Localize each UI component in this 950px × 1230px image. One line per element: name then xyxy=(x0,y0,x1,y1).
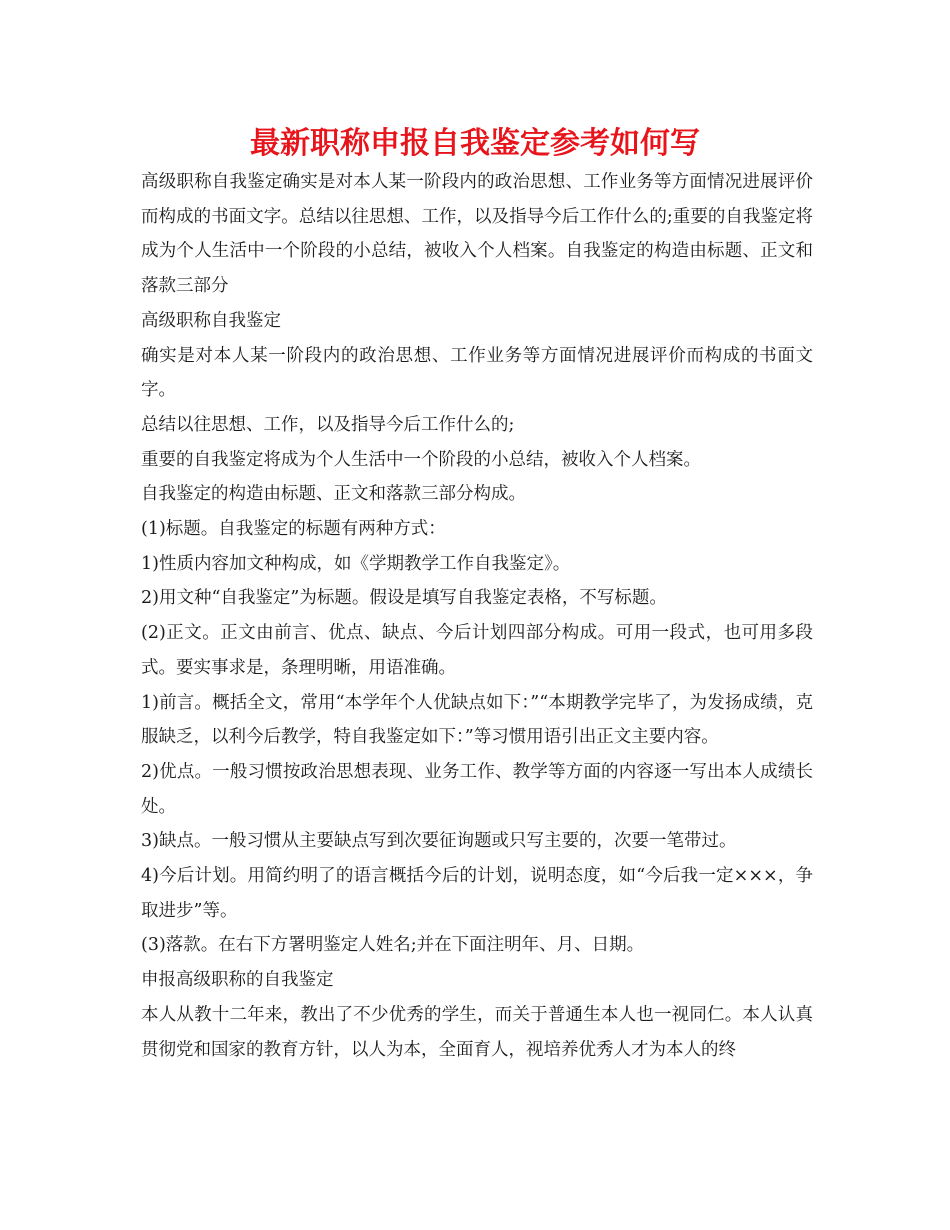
paragraph-teaching-experience: 本人从教十二年来，教出了不少优秀的学生，而关于普通生本人也一视同仁。本人认真贯彻党和国家的教育方针，以人为本，全面育人，视培养优秀人才为本人的终 xyxy=(141,1004,813,1060)
paragraph-preface: 1)前言。概括全文，常用“本学年个人优缺点如下：”“本期教学完毕了，为发扬成绩，克服缺乏，以利今后教学，特自我鉴定如下：”等习惯用语引出正文主要内容。 xyxy=(141,692,813,748)
paragraph-definition: 确实是对本人某一阶段内的政治思想、工作业务等方面情况进展评价而构成的书面文字。 xyxy=(141,345,813,401)
document-title: 最新职称申报自我鉴定参考如何写 xyxy=(250,126,700,161)
paragraph-heading-application: 申报高级职称的自我鉴定 xyxy=(141,970,334,991)
paragraph-structure: 自我鉴定的构造由标题、正文和落款三部分构成。 xyxy=(141,484,526,505)
paragraph-weaknesses: 3)缺点。一般习惯从主要缺点写到次要征询题或只写主要的，次要一笔带过。 xyxy=(141,831,737,852)
paragraph-body-section: (2)正文。正文由前言、优点、缺点、今后计划四部分构成。可用一段式，也可用多段式。要实事求是，条理明晰，用语准确。 xyxy=(141,623,813,678)
document-body xyxy=(141,165,813,1067)
paragraph-title-item-2: 2)用文种“自我鉴定”为标题。假设是填写自我鉴定表格，不写标题。 xyxy=(141,588,667,609)
paragraph-title-item-1: 1)性质内容加文种构成，如《学期教学工作自我鉴定》。 xyxy=(141,553,571,574)
paragraph-intro: 高级职称自我鉴定确实是对本人某一阶段内的政治思想、工作业务等方面情况进展评价而构成的书面文字。总结以往思想、工作，以及指导今后工作什么的;重要的自我鉴定将成为个人生活中一个阶段的小总结，被收入个人档案。自我鉴定的构造由标题、正文和落款三部分 xyxy=(141,172,813,297)
paragraph-future-plan: 4)今后计划。用简约明了的语言概括今后的计划，说明态度，如“今后我一定×××，争取进步”等。 xyxy=(141,866,813,921)
paragraph-strengths: 2)优点。一般习惯按政治思想表现、业务工作、教学等方面的内容逐一写出本人成绩长处。 xyxy=(141,761,813,817)
paragraph-archive: 重要的自我鉴定将成为个人生活中一个阶段的小总结，被收入个人档案。 xyxy=(141,449,701,470)
paragraph-title-section: (1)标题。自我鉴定的标题有两种方式： xyxy=(141,519,446,540)
paragraph-signature-section: (3)落款。在右下方署明鉴定人姓名;并在下面注明年、月、日期。 xyxy=(141,935,645,956)
paragraph-heading-senior-title: 高级职称自我鉴定 xyxy=(141,310,281,331)
paragraph-summary: 总结以往思想、工作，以及指导今后工作什么的; xyxy=(141,414,515,435)
